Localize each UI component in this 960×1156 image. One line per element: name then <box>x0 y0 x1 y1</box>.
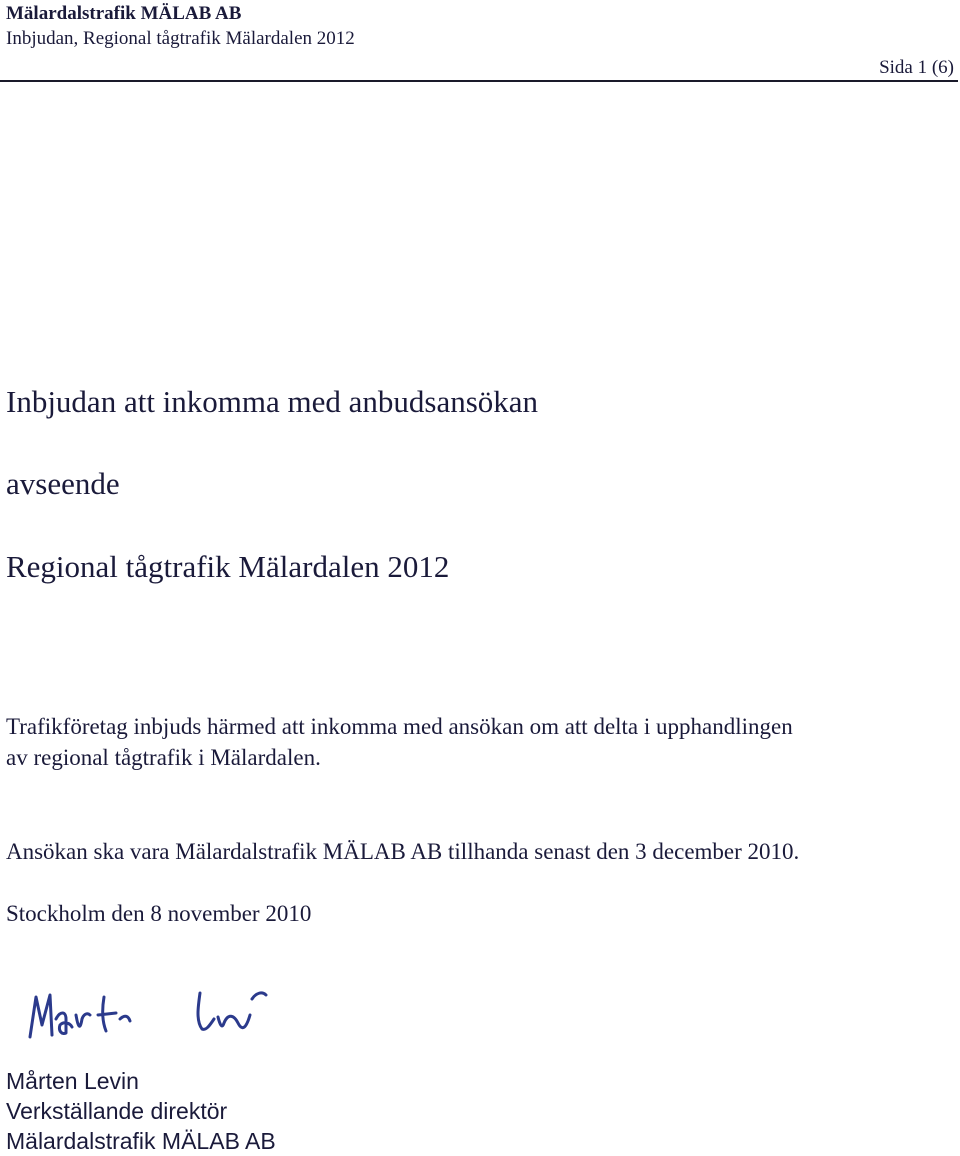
signature-stroke-m <box>30 995 90 1037</box>
header-organization: Mälardalstrafik MÄLAB AB <box>6 3 242 24</box>
paragraph-1-line-2: av regional tågtrafik i Mälardalen. <box>6 745 321 770</box>
signatory-name: Mårten Levin <box>6 1068 139 1094</box>
paragraph-1-line-1: Trafikföretag inbjuds härmed att inkomma med ansökan om att delta i upphandlingen <box>6 714 793 739</box>
signature-stroke-l <box>198 993 214 1029</box>
handwritten-signature <box>20 975 280 1050</box>
signature-stroke-n <box>218 1015 250 1028</box>
title-line-1: Inbjudan att inkomma med anbudsansökan <box>6 384 539 419</box>
title-line-2: avseende <box>6 466 120 501</box>
signatory-role: Verkställande direktör <box>6 1098 228 1124</box>
signature-stroke-hook <box>252 993 266 999</box>
signatory-block <box>6 1066 276 1156</box>
signatory-organization: Mälardalstrafik MÄLAB AB <box>6 1128 276 1154</box>
place-and-date: Stockholm den 8 november 2010 <box>6 901 312 926</box>
title-line-3: Regional tågtrafik Mälardalen 2012 <box>6 549 450 584</box>
header-divider <box>0 80 958 82</box>
header-subtitle: Inbjudan, Regional tågtrafik Mälardalen 2012 <box>6 28 355 49</box>
page-number: Sida 1 (6) <box>879 57 954 78</box>
document-header <box>6 2 960 52</box>
paragraph-deadline: Ansökan ska vara Mälardalstrafik MÄLAB AB tillhanda senast den 3 december 2010. <box>6 839 800 864</box>
signature-stroke-ascender <box>98 997 130 1031</box>
